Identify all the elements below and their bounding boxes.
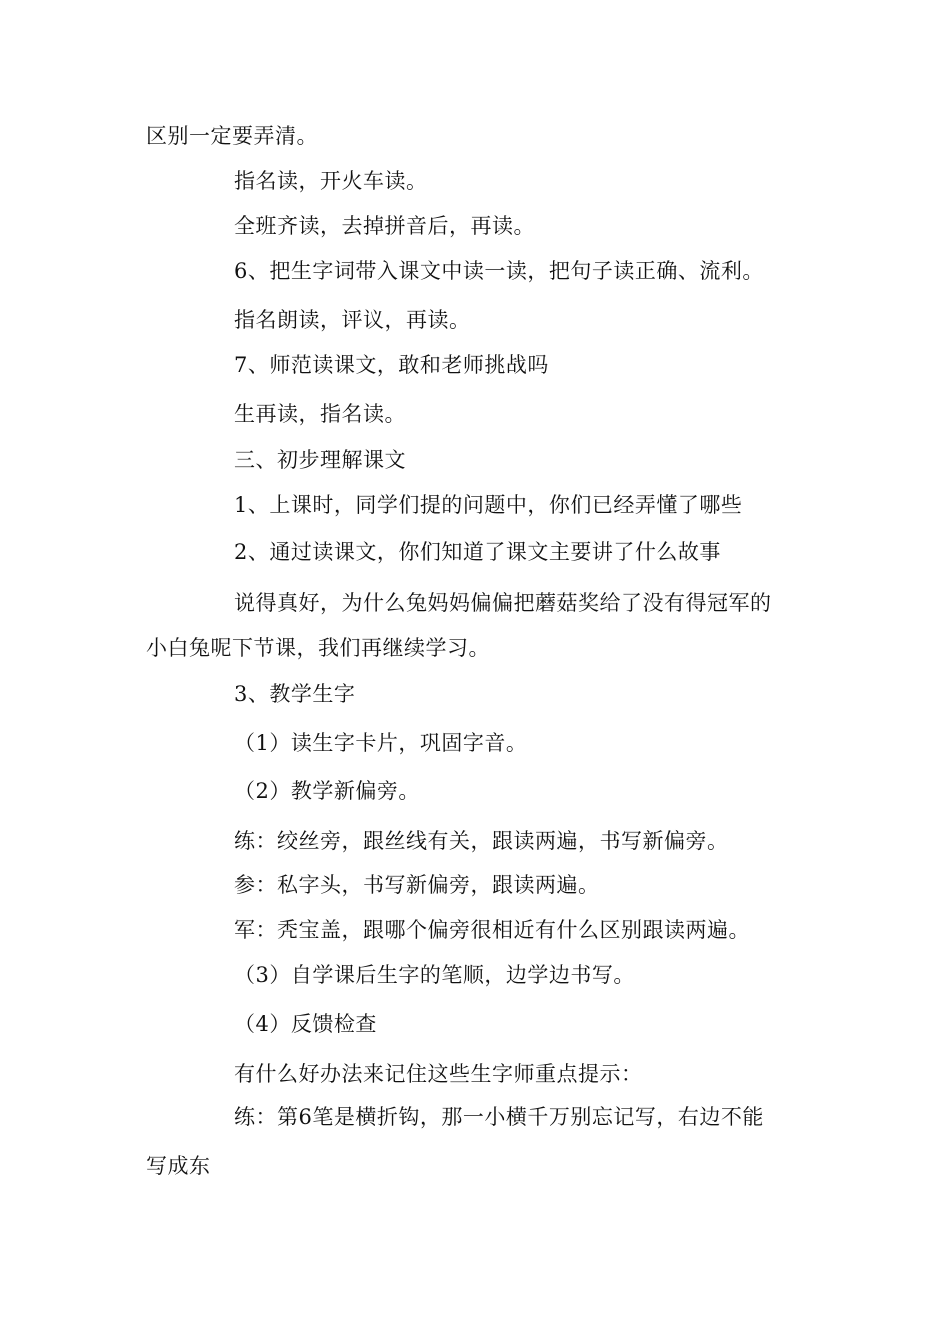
text-line: 生再读，指名读。: [234, 402, 406, 426]
text-line: 区别一定要弄清。: [146, 124, 318, 148]
text-line: 练：第6笔是横折钩，那一小横千万别忘记写，右边不能: [234, 1105, 764, 1129]
text-line: （3）自学课后生字的笔顺，边学边书写。: [234, 963, 635, 987]
text-line: 3、教学生字: [234, 682, 356, 706]
text-line: 练：绞丝旁，跟丝线有关，跟读两遍，书写新偏旁。: [234, 829, 729, 853]
text-line: 1、上课时，同学们提的问题中，你们已经弄懂了哪些: [234, 493, 743, 517]
text-line: 全班齐读，去掉拼音后，再读。: [234, 214, 535, 238]
text-line: （2）教学新偏旁。: [234, 779, 420, 803]
section-heading: 三、初步理解课文: [234, 448, 406, 472]
text-line: （1）读生字卡片，巩固字音。: [234, 731, 528, 755]
text-line: 6、把生字词带入课文中读一读，把句子读正确、流利。: [234, 259, 764, 283]
text-line: 指名朗读，评议，再读。: [234, 308, 471, 332]
text-line: 7、师范读课文，敢和老师挑战吗: [234, 353, 549, 377]
text-line: 写成东: [146, 1154, 211, 1178]
text-line: 指名读，开火车读。: [234, 169, 428, 193]
text-line: 军：秃宝盖，跟哪个偏旁很相近有什么区别跟读两遍。: [234, 918, 750, 942]
text-line: 2、通过读课文，你们知道了课文主要讲了什么故事: [234, 540, 721, 564]
text-line: 小白兔呢下节课，我们再继续学习。: [146, 636, 490, 660]
text-line: （4）反馈检查: [234, 1012, 377, 1036]
text-line: 有什么好办法来记住这些生字师重点提示：: [234, 1062, 643, 1086]
text-line: 说得真好，为什么兔妈妈偏偏把蘑菇奖给了没有得冠军的: [234, 591, 772, 615]
text-line: 参：私字头，书写新偏旁，跟读两遍。: [234, 873, 600, 897]
